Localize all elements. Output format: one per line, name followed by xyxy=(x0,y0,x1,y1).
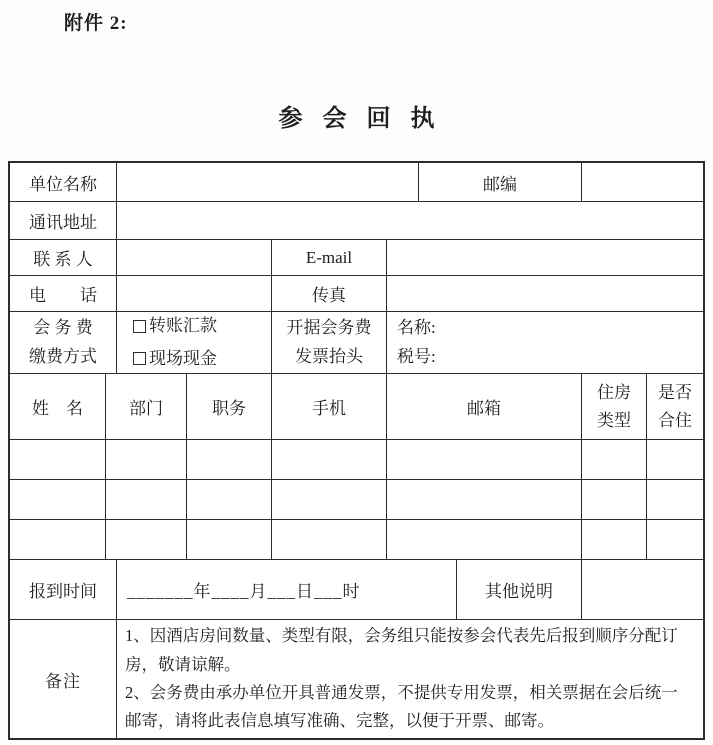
invoice-title-label-line2: 发票抬头 xyxy=(295,346,363,366)
fax-label: 传真 xyxy=(272,276,387,312)
fee-method-label xyxy=(10,312,117,374)
header-share-room: 是否合住 xyxy=(647,374,703,440)
cash-option-label: 现场现金 xyxy=(149,348,217,368)
attendee-1-mobile-field[interactable] xyxy=(272,440,387,480)
remarks-label: 备注 xyxy=(10,620,117,738)
attendee-row-2 xyxy=(10,480,703,520)
table-row-unit xyxy=(10,163,703,202)
transfer-checkbox[interactable] xyxy=(133,320,146,333)
remarks-note-1: 1、因酒店房间数量、类型有限，会务组只能按参会代表先后报到顺序分配订房，敬请谅解。 xyxy=(125,626,678,674)
header-department: 部门 xyxy=(106,374,187,440)
attendee-row-1 xyxy=(10,440,703,480)
attendee-1-job-title-field[interactable] xyxy=(187,440,272,480)
attendee-3-room-type-field[interactable] xyxy=(582,520,647,560)
invoice-title-label-line1: 开据会务费 xyxy=(286,318,372,338)
attendee-1-email-field[interactable] xyxy=(387,440,582,480)
remarks-content xyxy=(117,620,703,738)
checkin-time-label: 报到时间 xyxy=(10,560,117,620)
contact-label: 联 系 人 xyxy=(10,240,117,276)
invoice-tax-field[interactable]: 税号: xyxy=(397,346,436,366)
attendee-1-room-type-field[interactable] xyxy=(582,440,647,480)
attendee-2-name-field[interactable] xyxy=(10,480,106,520)
attendee-2-email-field[interactable] xyxy=(387,480,582,520)
attendee-2-department-field[interactable] xyxy=(106,480,187,520)
invoice-name-field[interactable]: 名称: xyxy=(397,318,436,338)
table-row-checkin xyxy=(10,560,703,620)
header-mobile: 手机 xyxy=(272,374,387,440)
remarks-note-2: 2、会务费由承办单位开具普通发票，不提供专用发票，相关票据在会后统一邮寄，请将此表信息填写准确、完整，以便于开票、邮寄。 xyxy=(125,683,678,731)
phone-field[interactable] xyxy=(117,276,272,312)
unit-name-label: 单位名称 xyxy=(10,163,117,202)
fee-method-label-line2: 缴费方式 xyxy=(29,346,97,366)
table-row-fee xyxy=(10,312,703,374)
cash-checkbox[interactable] xyxy=(133,352,146,365)
address-label: 通讯地址 xyxy=(10,202,117,240)
email-label: E-mail xyxy=(272,240,387,276)
transfer-option-label: 转账汇款 xyxy=(149,316,217,336)
address-field[interactable] xyxy=(117,202,703,240)
reply-form-table xyxy=(8,161,705,740)
page-title: 参会回执 xyxy=(278,106,455,132)
header-name: 姓 名 xyxy=(10,374,106,440)
attachment-label: 附件 2: xyxy=(64,13,128,34)
header-room-type: 住房类型 xyxy=(582,374,647,440)
attendee-2-mobile-field[interactable] xyxy=(272,480,387,520)
table-row-address xyxy=(10,202,703,240)
attendee-1-share-room-field[interactable] xyxy=(647,440,703,480)
attendee-1-department-field[interactable] xyxy=(106,440,187,480)
attendee-3-department-field[interactable] xyxy=(106,520,187,560)
attendee-3-mobile-field[interactable] xyxy=(272,520,387,560)
header-email: 邮箱 xyxy=(387,374,582,440)
attendee-2-job-title-field[interactable] xyxy=(187,480,272,520)
attendee-2-share-room-field[interactable] xyxy=(647,480,703,520)
phone-label: 电 话 xyxy=(10,276,117,312)
unit-name-field[interactable] xyxy=(117,163,419,202)
header-job-title: 职务 xyxy=(187,374,272,440)
email-field[interactable] xyxy=(387,240,703,276)
attendee-3-name-field[interactable] xyxy=(10,520,106,560)
table-row-remarks xyxy=(10,620,703,738)
table-row-contact xyxy=(10,240,703,276)
attendee-3-job-title-field[interactable] xyxy=(187,520,272,560)
attendee-header-row xyxy=(10,374,703,440)
postal-code-field[interactable] xyxy=(582,163,703,202)
postal-code-label: 邮编 xyxy=(419,163,582,202)
fee-method-options xyxy=(117,312,272,374)
attendee-1-name-field[interactable] xyxy=(10,440,106,480)
fax-field[interactable] xyxy=(387,276,703,312)
invoice-title-fields xyxy=(387,312,703,374)
attendee-3-email-field[interactable] xyxy=(387,520,582,560)
transfer-option xyxy=(133,312,217,343)
table-row-phone xyxy=(10,276,703,312)
fee-method-label-line1: 会 务 费 xyxy=(33,318,93,338)
attendee-3-share-room-field[interactable] xyxy=(647,520,703,560)
cash-option xyxy=(133,343,217,375)
contact-field[interactable] xyxy=(117,240,272,276)
attendee-row-3 xyxy=(10,520,703,560)
checkin-date-field[interactable]: _______年____月___日___时 xyxy=(117,560,457,620)
other-notes-field[interactable] xyxy=(582,560,703,620)
invoice-title-label xyxy=(272,312,387,374)
other-notes-label: 其他说明 xyxy=(457,560,582,620)
attendee-2-room-type-field[interactable] xyxy=(582,480,647,520)
